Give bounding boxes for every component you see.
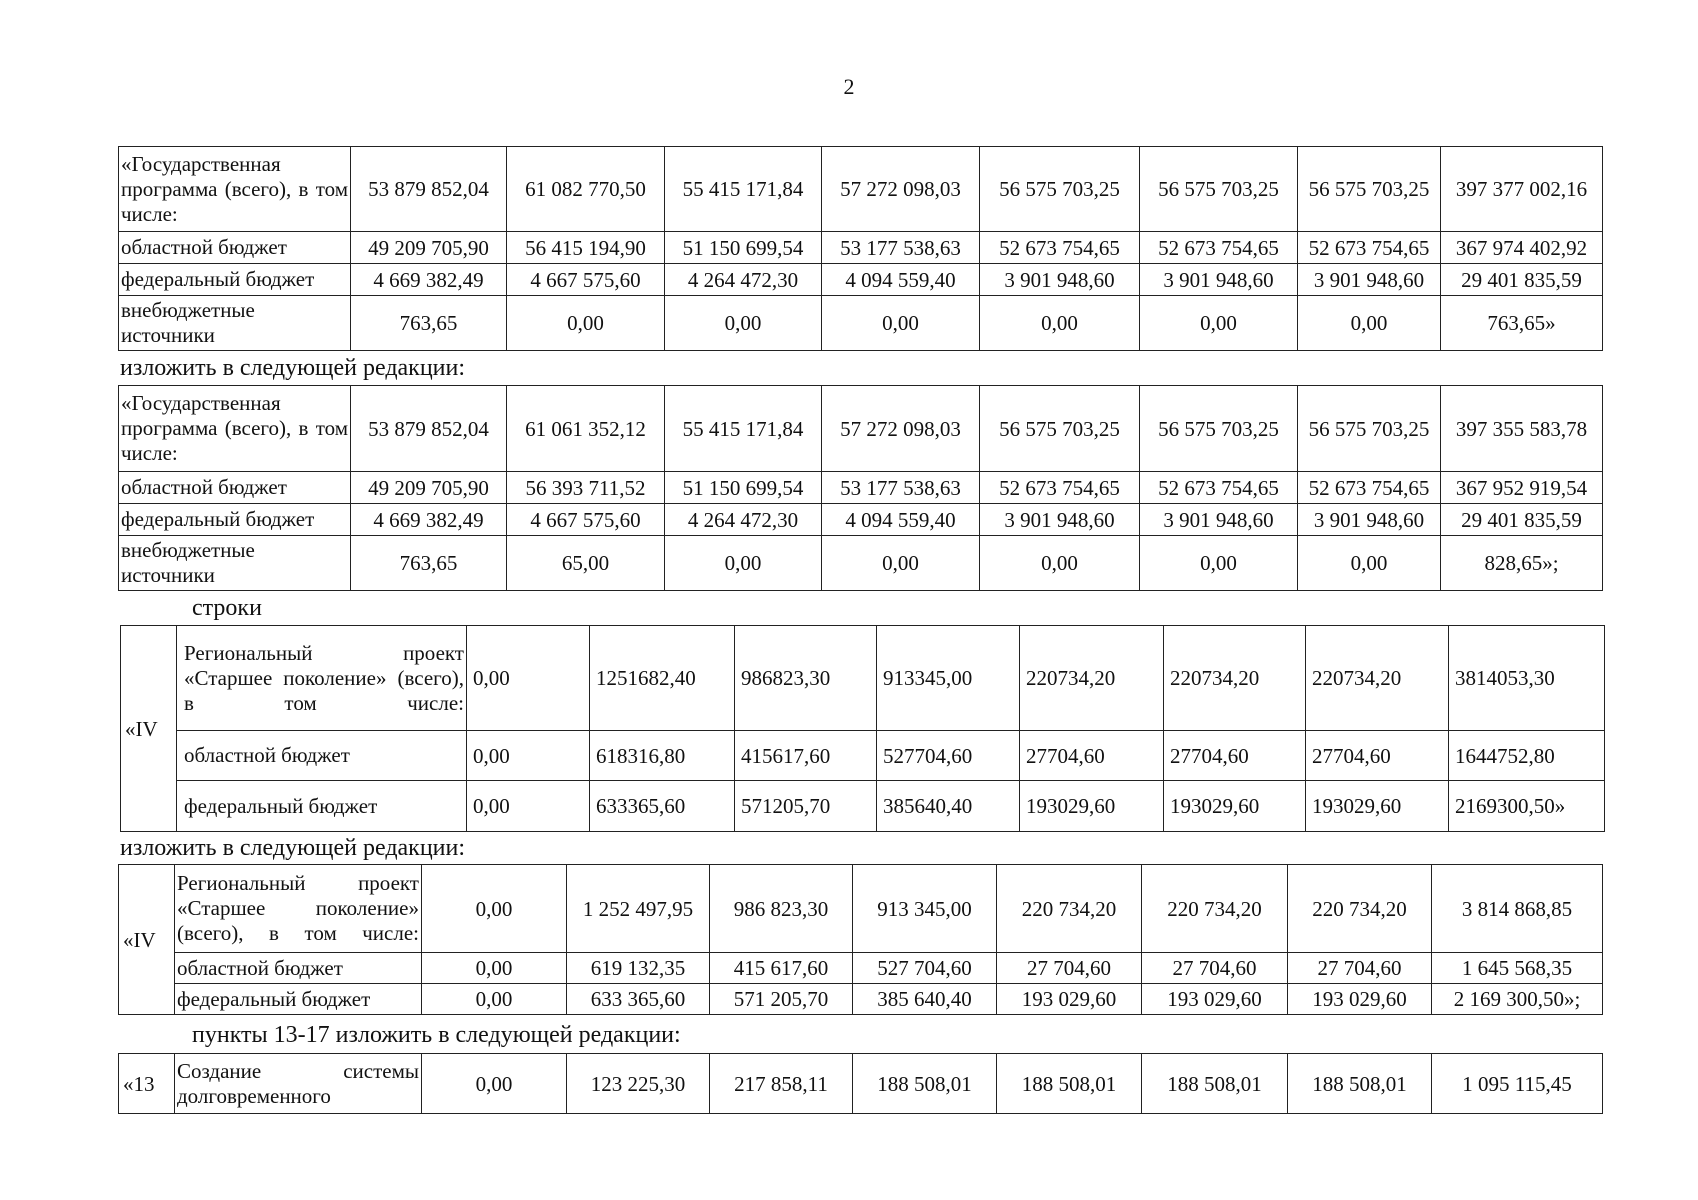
cell-value: 1 252 497,95 [567,865,710,953]
cell-value: 986 823,30 [710,865,853,953]
cell-value: 0,00 [1298,536,1441,591]
cell-value: 27 704,60 [1142,953,1288,984]
row-label: Региональный проект «Старшее поколение» (всего), в том числе: [177,626,467,731]
cell-value: 571 205,70 [710,984,853,1015]
cell-value: 0,00 [1140,536,1298,591]
cell-value: 2 169 300,50»; [1432,984,1603,1015]
cell-value: 53 177 538,63 [822,472,980,504]
cell-value: 51 150 699,54 [665,472,822,504]
cell-value: 56 575 703,25 [1140,147,1298,232]
page-number: 2 [843,74,855,99]
program-funding-table-new [118,385,1603,591]
cell-value: 0,00 [467,626,590,731]
cell-value: 52 673 754,65 [1140,232,1298,264]
cell-value: 220734,20 [1164,626,1306,731]
cell-value: 633365,60 [590,781,735,832]
cell-value: 415 617,60 [710,953,853,984]
cell-value: 52 673 754,65 [1140,472,1298,504]
caption-replace-2: изложить в следующей редакции: [120,835,466,861]
cell-value: 2169300,50» [1449,781,1605,832]
table-row [119,504,1603,536]
cell-value: 188 508,01 [997,1054,1142,1114]
cell-value: 4 667 575,60 [507,504,665,536]
row-label: Создание системы долговременного [175,1054,422,1114]
row-number: «IV [119,865,175,1015]
regional-project-table-old [120,625,1605,832]
cell-value: 27704,60 [1164,731,1306,781]
cell-value: 220734,20 [1020,626,1164,731]
row-label: Региональный проект «Старшее поколение» (всего), в том числе: [175,865,422,953]
cell-value: 828,65»; [1441,536,1603,591]
table-row [119,865,1603,953]
regional-project-table-new [118,864,1603,1015]
table-row [119,386,1603,472]
cell-value: 193029,60 [1164,781,1306,832]
cell-value: 3 901 948,60 [1298,504,1441,536]
cell-value: 1251682,40 [590,626,735,731]
cell-value: 49 209 705,90 [351,232,507,264]
cell-value: 220734,20 [1306,626,1449,731]
cell-value: 0,00 [507,296,665,351]
cell-value: 52 673 754,65 [980,232,1140,264]
program-funding-table-old [118,146,1603,351]
cell-value: 0,00 [665,536,822,591]
cell-value: 4 669 382,49 [351,504,507,536]
cell-value: 618316,80 [590,731,735,781]
cell-value: 188 508,01 [1288,1054,1432,1114]
cell-value: 0,00 [422,865,567,953]
cell-value: 0,00 [980,536,1140,591]
cell-value: 193029,60 [1306,781,1449,832]
cell-value: 65,00 [507,536,665,591]
cell-value: 56 575 703,25 [980,386,1140,472]
cell-value: 193 029,60 [1142,984,1288,1015]
cell-value: 4 094 559,40 [822,504,980,536]
cell-value: 53 177 538,63 [822,232,980,264]
cell-value: 913 345,00 [853,865,997,953]
cell-value: 193029,60 [1020,781,1164,832]
cell-value: 4 264 472,30 [665,504,822,536]
cell-value: 27704,60 [1020,731,1164,781]
cell-value: 56 393 711,52 [507,472,665,504]
row-label: «Государственная программа (всего), в том числе: [119,386,351,472]
row-number: «13 [119,1054,175,1114]
table-row [119,536,1603,591]
cell-value: 0,00 [422,1054,567,1114]
cell-value: 619 132,35 [567,953,710,984]
table-row [119,984,1603,1015]
row-label: областной бюджет [119,472,351,504]
row-label: «Государственная программа (всего), в том числе: [119,147,351,232]
table-row [119,147,1603,232]
cell-value: 220 734,20 [997,865,1142,953]
cell-value: 56 575 703,25 [1298,147,1441,232]
cell-value: 3 901 948,60 [1140,264,1298,296]
cell-value: 27704,60 [1306,731,1449,781]
cell-value: 53 879 852,04 [351,386,507,472]
cell-value: 56 575 703,25 [1140,386,1298,472]
cell-value: 763,65 [351,296,507,351]
row-label: внебюджетные источники [119,296,351,351]
caption-rows: строки [192,595,262,621]
cell-value: 52 673 754,65 [980,472,1140,504]
point-13-table [118,1053,1603,1114]
cell-value: 367 974 402,92 [1441,232,1603,264]
table-row [121,781,1605,832]
cell-value: 52 673 754,65 [1298,232,1441,264]
cell-value: 188 508,01 [853,1054,997,1114]
cell-value: 3 901 948,60 [1140,504,1298,536]
cell-value: 527704,60 [877,731,1020,781]
cell-value: 0,00 [422,984,567,1015]
cell-value: 0,00 [665,296,822,351]
cell-value: 0,00 [1140,296,1298,351]
cell-value: 0,00 [822,536,980,591]
cell-value: 3 901 948,60 [980,264,1140,296]
cell-value: 913345,00 [877,626,1020,731]
cell-value: 0,00 [1298,296,1441,351]
row-label: областной бюджет [119,232,351,264]
cell-value: 4 669 382,49 [351,264,507,296]
table-row [121,626,1605,731]
cell-value: 385640,40 [877,781,1020,832]
cell-value: 4 667 575,60 [507,264,665,296]
cell-value: 397 355 583,78 [1441,386,1603,472]
cell-value: 385 640,40 [853,984,997,1015]
table-row [119,953,1603,984]
cell-value: 3 901 948,60 [980,504,1140,536]
cell-value: 49 209 705,90 [351,472,507,504]
table-row [119,472,1603,504]
cell-value: 4 264 472,30 [665,264,822,296]
cell-value: 55 415 171,84 [665,147,822,232]
row-label: федеральный бюджет [119,264,351,296]
cell-value: 57 272 098,03 [822,386,980,472]
cell-value: 56 415 194,90 [507,232,665,264]
cell-value: 193 029,60 [997,984,1142,1015]
cell-value: 55 415 171,84 [665,386,822,472]
cell-value: 217 858,11 [710,1054,853,1114]
cell-value: 3 901 948,60 [1298,264,1441,296]
cell-value: 986823,30 [735,626,877,731]
row-label: областной бюджет [177,731,467,781]
cell-value: 53 879 852,04 [351,147,507,232]
cell-value: 123 225,30 [567,1054,710,1114]
table-row [119,1054,1603,1114]
cell-value: 52 673 754,65 [1298,472,1441,504]
cell-value: 0,00 [467,731,590,781]
cell-value: 3 814 868,85 [1432,865,1603,953]
cell-value: 220 734,20 [1288,865,1432,953]
cell-value: 4 094 559,40 [822,264,980,296]
row-number: «IV [121,626,177,832]
cell-value: 0,00 [467,781,590,832]
row-label: федеральный бюджет [119,504,351,536]
cell-value: 188 508,01 [1142,1054,1288,1114]
cell-value: 29 401 835,59 [1441,504,1603,536]
table-row [119,264,1603,296]
cell-value: 633 365,60 [567,984,710,1015]
row-label: федеральный бюджет [175,984,422,1015]
table-row [119,232,1603,264]
cell-value: 1 645 568,35 [1432,953,1603,984]
cell-value: 0,00 [422,953,567,984]
cell-value: 0,00 [822,296,980,351]
cell-value: 763,65» [1441,296,1603,351]
cell-value: 56 575 703,25 [1298,386,1441,472]
cell-value: 415617,60 [735,731,877,781]
cell-value: 0,00 [980,296,1140,351]
cell-value: 56 575 703,25 [980,147,1140,232]
caption-replace-1: изложить в следующей редакции: [120,355,466,381]
cell-value: 29 401 835,59 [1441,264,1603,296]
row-label: внебюджетные источники [119,536,351,591]
cell-value: 51 150 699,54 [665,232,822,264]
cell-value: 367 952 919,54 [1441,472,1603,504]
caption-points-13-17: пункты 13-17 изложить в следующей редакции: [192,1022,681,1048]
cell-value: 220 734,20 [1142,865,1288,953]
cell-value: 1644752,80 [1449,731,1605,781]
cell-value: 527 704,60 [853,953,997,984]
cell-value: 397 377 002,16 [1441,147,1603,232]
table-row [121,731,1605,781]
row-label: областной бюджет [175,953,422,984]
cell-value: 763,65 [351,536,507,591]
cell-value: 57 272 098,03 [822,147,980,232]
cell-value: 61 061 352,12 [507,386,665,472]
cell-value: 3814053,30 [1449,626,1605,731]
cell-value: 27 704,60 [1288,953,1432,984]
cell-value: 571205,70 [735,781,877,832]
row-label: федеральный бюджет [177,781,467,832]
table-row [119,296,1603,351]
cell-value: 1 095 115,45 [1432,1054,1603,1114]
cell-value: 27 704,60 [997,953,1142,984]
cell-value: 61 082 770,50 [507,147,665,232]
cell-value: 193 029,60 [1288,984,1432,1015]
